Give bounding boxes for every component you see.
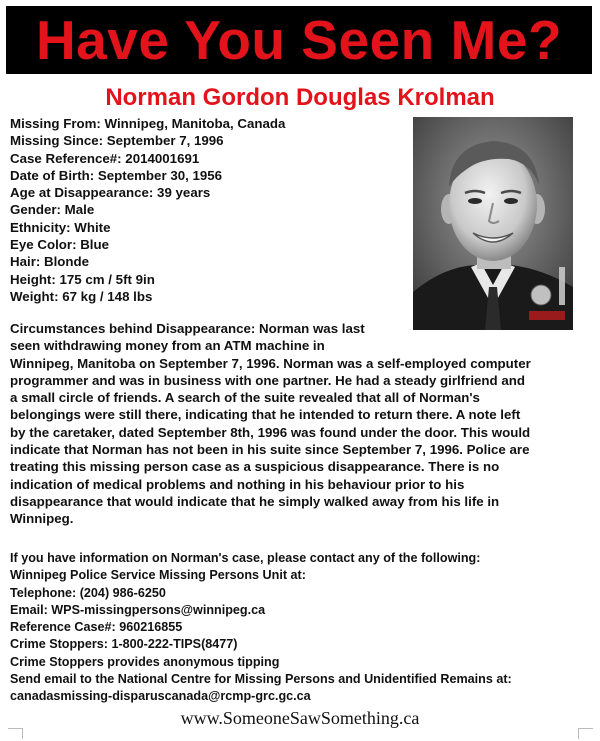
person-photo — [413, 117, 573, 330]
circumstances-line: indicate that Norman has not been in his suite since September 7, 1996. Police are — [10, 442, 530, 458]
page-corner-mark — [8, 728, 23, 739]
circumstances-line: treating this missing person case as a suspicious disappearance. There is no — [10, 459, 500, 475]
contact-anonymous-note: Crime Stoppers provides anonymous tipping — [10, 654, 280, 669]
footer-website-link[interactable]: www.SomeoneSawSomething.ca — [180, 708, 420, 728]
circumstances-line: by the caretaker, dated September 8th, 1996 was found under the door. This would — [10, 424, 531, 440]
contact-telephone: Telephone: (204) 986-6250 — [10, 585, 166, 600]
detail-ethnicity: Ethnicity: White — [10, 219, 111, 235]
circumstances-line: Circumstances behind Disappearance: Norman was last — [10, 321, 365, 336]
circumstances-line: a small circle of friends. A search of the suite revealed that all of Norman's — [10, 390, 480, 406]
circumstances-line: disappearance that would indicate that he simply walked away from his life in — [10, 493, 500, 509]
contact-email: Email: WPS-missingpersons@winnipeg.ca — [10, 602, 266, 617]
contact-info — [10, 550, 585, 706]
detail-missing-since: Missing Since: September 7, 1996 — [10, 133, 224, 149]
detail-gender: Gender: Male — [10, 202, 95, 218]
contact-reference-case: Reference Case#: 960216855 — [10, 620, 183, 635]
portrait-illustration — [413, 117, 573, 330]
detail-height: Height: 175 cm / 5ft 9in — [10, 271, 155, 287]
page-corner-mark — [578, 728, 593, 739]
circumstances-line: Winnipeg, Manitoba on September 7, 1996. Norman was a self-employed computer — [10, 355, 531, 371]
detail-age: Age at Disappearance: 39 years — [10, 185, 211, 201]
detail-missing-from: Missing From: Winnipeg, Manitoba, Canada — [10, 116, 286, 131]
contact-national-centre: Send email to the National Centre for Missing Persons and Unidentified Remains at: — [10, 672, 512, 687]
detail-weight: Weight: 67 kg / 148 lbs — [10, 288, 153, 304]
circumstances-paragraph — [10, 320, 585, 528]
contact-intro: If you have information on Norman's case, please contact any of the following: — [10, 551, 481, 565]
contact-rcmp-email: canadasmissing-disparuscanada@rcmp-grc.gc.ca — [10, 689, 311, 704]
circumstances-line: indication of medical problems and nothing in his behaviour prior to his — [10, 476, 465, 492]
detail-eye-color: Eye Color: Blue — [10, 237, 110, 253]
details-list — [10, 115, 410, 305]
missing-person-name: Norman Gordon Douglas Krolman — [105, 84, 495, 111]
headline-text: Have You Seen Me? — [35, 8, 563, 71]
detail-date-of-birth: Date of Birth: September 30, 1956 — [10, 167, 223, 183]
contact-police-unit: Winnipeg Police Service Missing Persons Unit at: — [10, 568, 306, 583]
headline-banner — [6, 6, 592, 74]
circumstances-line: Winnipeg. — [10, 511, 74, 527]
circumstances-line: belongings were still there, indicating that he intended to return there. A note left — [10, 407, 521, 423]
detail-case-reference: Case Reference#: 2014001691 — [10, 150, 200, 166]
detail-hair: Hair: Blonde — [10, 254, 90, 270]
contact-crime-stoppers: Crime Stoppers: 1-800-222-TIPS(8477) — [10, 637, 238, 652]
circumstances-line: seen withdrawing money from an ATM machine in — [10, 338, 325, 354]
circumstances-line: programmer and was in business with one partner. He had a steady girlfriend and — [10, 372, 526, 388]
